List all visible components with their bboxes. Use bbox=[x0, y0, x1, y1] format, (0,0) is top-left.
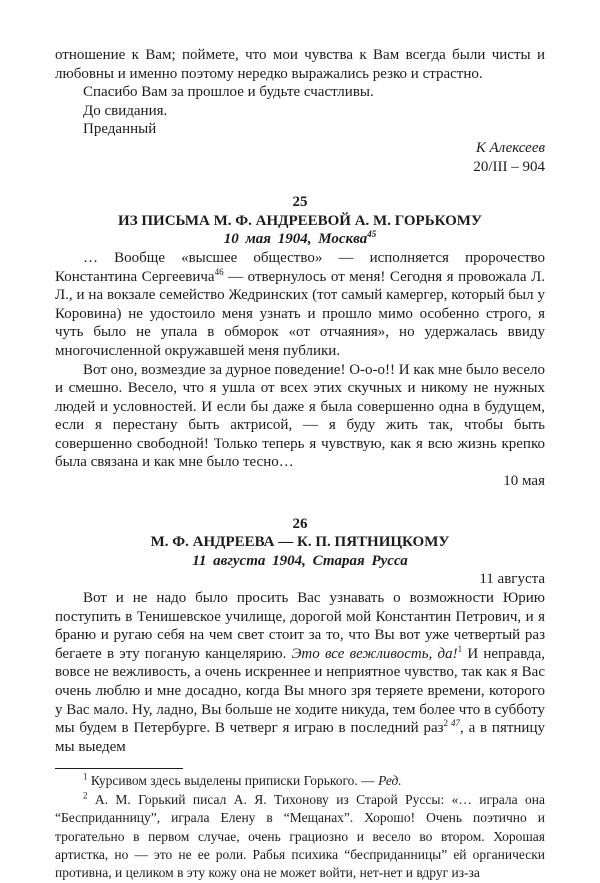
footnote-separator bbox=[55, 768, 183, 769]
text-segment: … Вообще «высшее общество» — исполняется пророчество Константина Сергеевича bbox=[55, 249, 545, 285]
footnote-ref: 1 bbox=[457, 643, 463, 654]
footnote-editor-label: Ред. bbox=[378, 773, 402, 789]
footnote-ref-number: 2 bbox=[443, 718, 449, 729]
letter-date: 10 мая bbox=[503, 473, 545, 490]
endnote-ref-number: 47 bbox=[451, 718, 461, 729]
paragraph: отношение к Вам; поймете, что мои чувства к Вам всегда были чисты и любовны и именно поэтому нередко выражались резко и страстно. bbox=[55, 47, 545, 82]
paragraph bbox=[55, 249, 545, 361]
footnote-text: Курсивом здесь выделены приписки Горького. — bbox=[87, 773, 379, 789]
paragraph: Спасибо Вам за прошлое и будьте счастливы. bbox=[83, 84, 374, 101]
footnote-text: А. М. Горький писал А. Я. Тихонову из Старой Руссы: «… играла она “Бесприданницу”, играла Елену в “Мещанах”. Хорошо! Очень поэтично и трогательно в первом случае, очень грациозно и весело во втором. Хорошая артистка, но — это не ее роли. Рабья психика “бесприданницы” ей органически противна, и целиком в эту кожу она не может войти, нет-нет и вдруг из-за bbox=[55, 791, 545, 881]
text-segment: , а в пятницу мы выедем bbox=[55, 720, 545, 755]
paragraph: Вот оно, возмездие за дурное поведение! О-о-о!! И как мне было весело и смешно. Весело, что я ушла от всех этих скучных и никому не нужных людей и условностей. И если бы даже я была совершенно одна в будущем, если я перестану быть актрисой, — я буду жить так, чтобы быть совершенно свободной! Только теперь я чувствую, как я всю жизнь крепко была связана и как мне было тесно… bbox=[55, 361, 545, 471]
text-segment: Вот и не надо было просить Вас узнавать о возможности Юрию поступить в Тенишевское училище, дорогой мой Константин Петрович, и я браню и ругаю себя на чем свет стоит за то, что Вы вот уже четвертый раз бегаете в эту поганую канцелярию. bbox=[55, 590, 545, 662]
letter-dateline: 11 августа 1904, Старая Русса bbox=[192, 552, 408, 569]
paragraph: До свидания. bbox=[83, 102, 168, 119]
paragraph bbox=[55, 589, 545, 756]
footnotes-section bbox=[55, 768, 545, 882]
footnote bbox=[55, 772, 545, 790]
letter-number: 26 bbox=[292, 515, 308, 532]
text-segment: — отвернулось от меня! Сегодня я провожала Л. Л., и на вокзале семейство Жедринских (тот самый камергер, который был у Коровина) не удостоило меня узнать и прошло мимо особенно строго, я чуть было не упала в обморок «от отчаяния», но удержалась ввиду многочисленной окружавшей меня публики. bbox=[55, 268, 545, 359]
endnote-ref: 46 bbox=[214, 266, 224, 277]
footnote-ref bbox=[444, 718, 461, 728]
letter-date: 20/III – 904 bbox=[473, 158, 545, 175]
footnote-marker: 2 bbox=[83, 790, 88, 801]
endnote-ref: 45 bbox=[367, 229, 377, 240]
letter-24-ending bbox=[55, 46, 545, 176]
letter-dateline bbox=[55, 230, 545, 249]
paragraph: Преданный bbox=[83, 121, 157, 138]
signature: К Алексеев bbox=[475, 139, 545, 156]
dateline-text: 10 мая 1904, Москва bbox=[223, 231, 368, 248]
letter-title: ИЗ ПИСЬМА М. Ф. АНДРЕЕВОЙ А. М. ГОРЬКОМУ bbox=[118, 212, 482, 229]
letter-26 bbox=[55, 515, 545, 757]
letter-date: 11 августа bbox=[479, 571, 545, 588]
footnote-marker: 1 bbox=[83, 771, 88, 782]
letter-25 bbox=[55, 193, 545, 491]
text-segment: И неправда, вовсе не вежливость, а очень искреннее и неприятное чувство, так как я Вас очень люблю и мне досадно, когда Вы много зря теряете времени, которого у Вас мало. Ну, ладно, Вы больше не ходите никуда, тем более что в субботу мы будем в Петербурге. В четверг я играю в последний раз bbox=[55, 645, 545, 737]
letter-number: 25 bbox=[292, 194, 308, 211]
letter-title: М. Ф. АНДРЕЕВА — К. П. ПЯТНИЦКОМУ bbox=[150, 534, 450, 551]
gorky-insertion: Это все вежливость, да! bbox=[291, 645, 458, 662]
footnote bbox=[55, 791, 545, 883]
